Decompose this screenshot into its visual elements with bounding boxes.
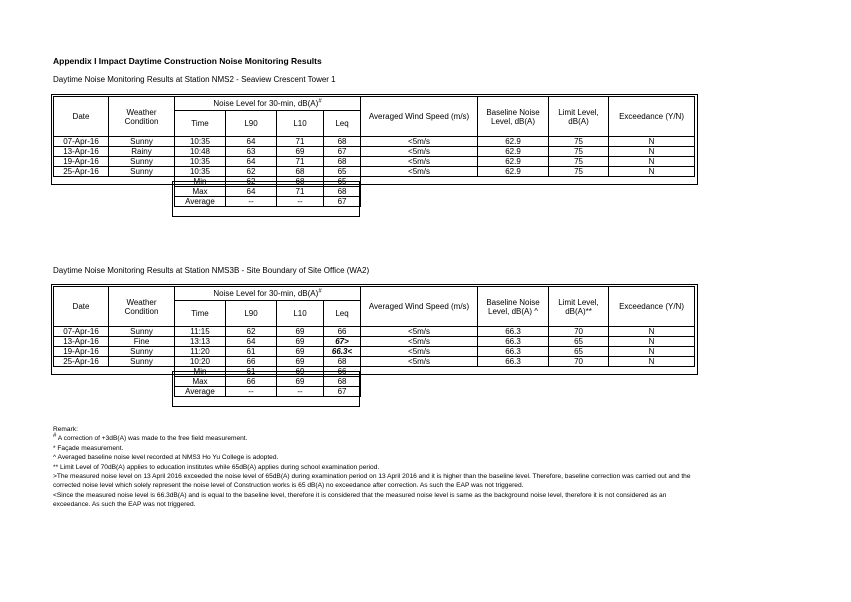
time-cell: 10:35 — [175, 167, 226, 177]
leq-cell: 66 — [324, 327, 361, 337]
weather-cell: Sunny — [109, 137, 175, 147]
exceedance-cell: N — [609, 157, 695, 167]
stat-l90: 66 — [226, 377, 277, 387]
table-row — [54, 167, 695, 177]
stat-l10: 71 — [277, 187, 324, 197]
stat-leq: 67 — [324, 197, 361, 207]
table-row — [54, 147, 695, 157]
leq-cell: 65 — [324, 167, 361, 177]
stat-label: Min — [175, 367, 226, 377]
limit-cell: 75 — [549, 137, 609, 147]
table-row — [54, 327, 695, 337]
l10-cell: 69 — [277, 337, 324, 347]
exceedance-cell: N — [609, 357, 695, 367]
weather-header: Weather Condition — [109, 97, 175, 137]
wind-cell: <5m/s — [361, 167, 478, 177]
wind-cell: <5m/s — [361, 137, 478, 147]
exceedance-cell: N — [609, 167, 695, 177]
remarks — [53, 425, 703, 510]
wind-header: Averaged Wind Speed (m/s) — [361, 287, 478, 327]
time-header: Time — [175, 301, 226, 327]
baseline-cell: 66.3 — [478, 357, 549, 367]
exceedance-cell: N — [609, 147, 695, 157]
stat-leq: 65 — [324, 177, 361, 187]
leq-cell: 66.3< — [324, 347, 361, 357]
leq-cell: 68 — [324, 137, 361, 147]
stat-l90: 64 — [226, 187, 277, 197]
leq-cell: 68 — [324, 157, 361, 167]
baseline-cell: 62.9 — [478, 157, 549, 167]
limit-cell: 75 — [549, 147, 609, 157]
remark-item: ^ Averaged baseline noise level recorded at NMS3 Ho Yu College is adopted. — [53, 454, 279, 462]
leq-header: Leq — [324, 301, 361, 327]
weather-cell: Fine — [109, 337, 175, 347]
leq-cell: 67> — [324, 337, 361, 347]
l10-cell: 71 — [277, 157, 324, 167]
weather-cell: Sunny — [109, 347, 175, 357]
weather-cell: Rainy — [109, 147, 175, 157]
wind-cell: <5m/s — [361, 347, 478, 357]
l90-header: L90 — [226, 111, 277, 137]
weather-header: Weather Condition — [109, 287, 175, 327]
exceedance-cell: N — [609, 347, 695, 357]
baseline-cell: 62.9 — [478, 167, 549, 177]
baseline-header: Baseline Noise Level, dB(A) ^ — [478, 287, 549, 327]
baseline-cell: 66.3 — [478, 347, 549, 357]
wind-cell: <5m/s — [361, 147, 478, 157]
l10-cell: 69 — [277, 357, 324, 367]
baseline-header: Baseline Noise Level, dB(A) — [478, 97, 549, 137]
l10-header: L10 — [277, 111, 324, 137]
time-cell: 11:20 — [175, 347, 226, 357]
stat-l10: -- — [277, 197, 324, 207]
stats-row — [54, 177, 695, 187]
wind-cell: <5m/s — [361, 337, 478, 347]
stats-row — [54, 387, 695, 397]
date-cell: 13-Apr-16 — [54, 147, 109, 157]
l10-cell: 69 — [277, 147, 324, 157]
date-cell: 07-Apr-16 — [54, 327, 109, 337]
noise-level-header: Noise Level for 30-min, dB(A)# — [175, 97, 361, 111]
exceedance-cell: N — [609, 337, 695, 347]
time-cell: 11:15 — [175, 327, 226, 337]
wind-cell: <5m/s — [361, 357, 478, 367]
l90-header: L90 — [226, 301, 277, 327]
date-cell: 25-Apr-16 — [54, 167, 109, 177]
time-header: Time — [175, 111, 226, 137]
table2-caption: Daytime Noise Monitoring Results at Station NMS3B - Site Boundary of Site Office (WA2) — [53, 266, 370, 275]
date-cell: 13-Apr-16 — [54, 337, 109, 347]
date-header: Date — [54, 97, 109, 137]
remark-item: * Façade measurement. — [53, 444, 124, 452]
weather-cell: Sunny — [109, 157, 175, 167]
l90-cell: 63 — [226, 147, 277, 157]
date-header: Date — [54, 287, 109, 327]
table-row — [54, 357, 695, 367]
date-cell: 07-Apr-16 — [54, 137, 109, 147]
remarks-heading: Remark: — [53, 426, 78, 433]
stat-label: Min — [175, 177, 226, 187]
l10-cell: 71 — [277, 137, 324, 147]
l90-cell: 62 — [226, 167, 277, 177]
time-cell: 10:48 — [175, 147, 226, 157]
stat-l90: -- — [226, 387, 277, 397]
l90-cell: 61 — [226, 347, 277, 357]
l10-cell: 69 — [277, 327, 324, 337]
table1 — [53, 96, 695, 207]
limit-cell: 70 — [549, 327, 609, 337]
l90-cell: 62 — [226, 327, 277, 337]
stat-l10: 69 — [277, 367, 324, 377]
weather-cell: Sunny — [109, 327, 175, 337]
weather-cell: Sunny — [109, 167, 175, 177]
limit-cell: 75 — [549, 157, 609, 167]
stat-leq: 66 — [324, 367, 361, 377]
leq-cell: 67 — [324, 147, 361, 157]
leq-cell: 68 — [324, 357, 361, 367]
limit-cell: 70 — [549, 357, 609, 367]
stat-leq: 68 — [324, 377, 361, 387]
table1-caption: Daytime Noise Monitoring Results at Station NMS2 - Seaview Crescent Tower 1 — [53, 75, 336, 84]
baseline-cell: 66.3 — [478, 337, 549, 347]
limit-header: Limit Level, dB(A) — [549, 97, 609, 137]
limit-cell: 65 — [549, 337, 609, 347]
weather-cell: Sunny — [109, 357, 175, 367]
stat-label: Max — [175, 187, 226, 197]
stat-leq: 67 — [324, 387, 361, 397]
stats-row — [54, 377, 695, 387]
exceedance-cell: N — [609, 327, 695, 337]
stat-label: Average — [175, 387, 226, 397]
table-row — [54, 157, 695, 167]
remark-item: <Since the measured noise level is 66.3dB(A) and is equal to the baseline level, therefore it is considered that the measured noise level is same as the background noise level, therefore it is not considered as an exceedance. As such the EAP was not triggered. — [53, 491, 667, 509]
stat-l10: -- — [277, 387, 324, 397]
l10-cell: 69 — [277, 347, 324, 357]
stats-row — [54, 187, 695, 197]
l90-cell: 64 — [226, 137, 277, 147]
leq-header: Leq — [324, 111, 361, 137]
stat-l90: 62 — [226, 177, 277, 187]
table-row — [54, 337, 695, 347]
stat-l90: 61 — [226, 367, 277, 377]
time-cell: 10:35 — [175, 157, 226, 167]
baseline-cell: 62.9 — [478, 137, 549, 147]
remark-item: # A correction of +3dB(A) was made to the free field measurement. — [53, 433, 248, 443]
table2 — [53, 286, 695, 397]
stats-row — [54, 367, 695, 377]
date-cell: 19-Apr-16 — [54, 347, 109, 357]
date-cell: 25-Apr-16 — [54, 357, 109, 367]
time-cell: 10:20 — [175, 357, 226, 367]
exceedance-header: Exceedance (Y/N) — [609, 97, 695, 137]
table-row — [54, 137, 695, 147]
time-cell: 13:13 — [175, 337, 226, 347]
time-cell: 10:35 — [175, 137, 226, 147]
stat-leq: 68 — [324, 187, 361, 197]
page-title: Appendix I Impact Daytime Construction Noise Monitoring Results — [53, 56, 322, 66]
exceedance-header: Exceedance (Y/N) — [609, 287, 695, 327]
stat-l10: 68 — [277, 177, 324, 187]
wind-header: Averaged Wind Speed (m/s) — [361, 97, 478, 137]
stat-label: Average — [175, 197, 226, 207]
baseline-cell: 62.9 — [478, 147, 549, 157]
limit-cell: 75 — [549, 167, 609, 177]
wind-cell: <5m/s — [361, 327, 478, 337]
exceedance-cell: N — [609, 137, 695, 147]
limit-header: Limit Level, dB(A)** — [549, 287, 609, 327]
l90-cell: 66 — [226, 357, 277, 367]
stat-label: Max — [175, 377, 226, 387]
noise-level-header: Noise Level for 30-min, dB(A)# — [175, 287, 361, 301]
stat-l90: -- — [226, 197, 277, 207]
baseline-cell: 66.3 — [478, 327, 549, 337]
remark-item: ** Limit Level of 70dB(A) applies to education institutes while 65dB(A) applies during school examination period. — [53, 463, 380, 471]
stat-l10: 69 — [277, 377, 324, 387]
l90-cell: 64 — [226, 157, 277, 167]
limit-cell: 65 — [549, 347, 609, 357]
l90-cell: 64 — [226, 337, 277, 347]
table-row — [54, 347, 695, 357]
stats-row — [54, 197, 695, 207]
wind-cell: <5m/s — [361, 157, 478, 167]
date-cell: 19-Apr-16 — [54, 157, 109, 167]
l10-cell: 68 — [277, 167, 324, 177]
remark-item: >The measured noise level on 13 April 2016 exceeded the noise level of 65dB(A) during examination period on 13 April 2016 and it is higher than the baseline level. Therefore, baseline correction was carried out and the corrected noise level which solely represent the noise level of Construction works is 65 dB(A) no exceedance after correction. As such the EAP was not triggered. — [53, 473, 691, 490]
l10-header: L10 — [277, 301, 324, 327]
